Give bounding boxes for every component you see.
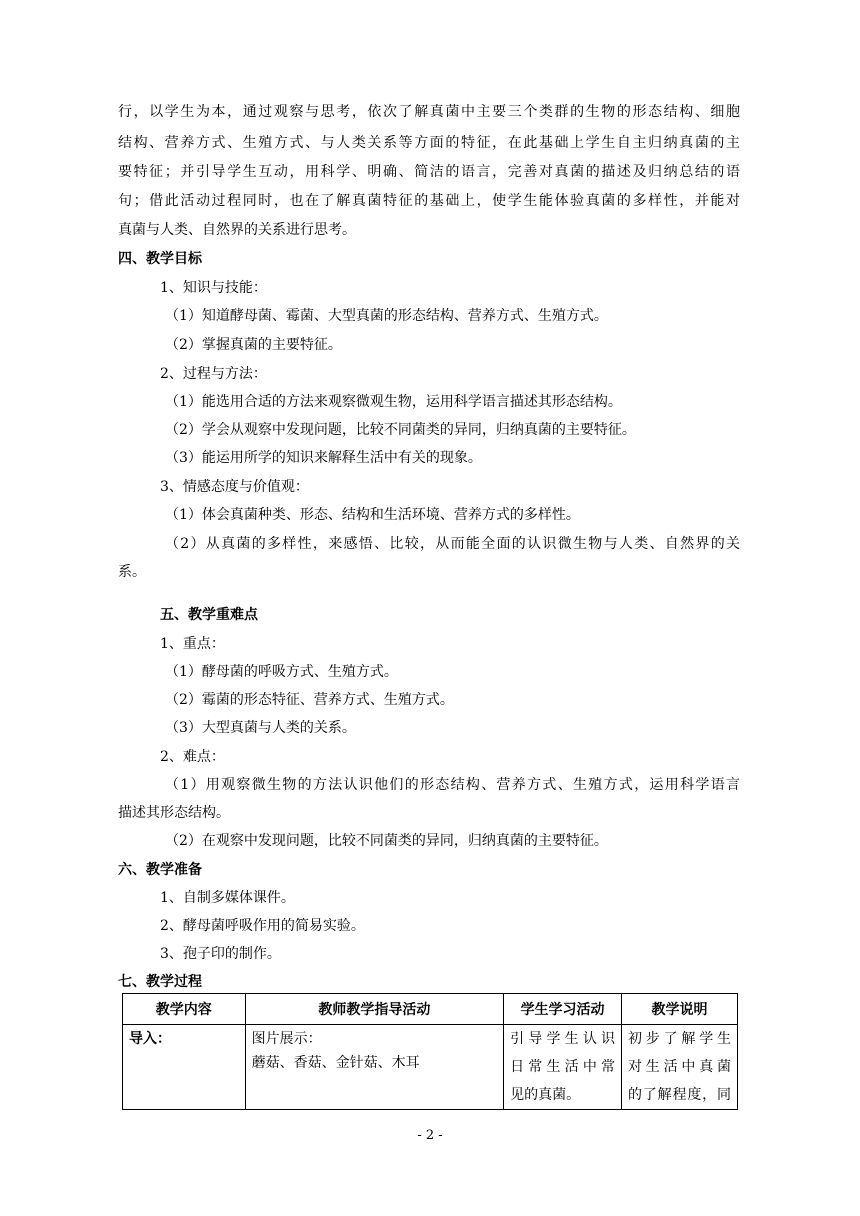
table-cell (123, 1025, 246, 1110)
cell-text: 的了解程度，同 (628, 1087, 731, 1103)
paragraph-line: 要特征；并引导学生互动，用科学、明确、简洁的语言，完善对真菌的描述及归纳总结的语 (118, 164, 740, 180)
subheading: 2、过程与方法： (160, 366, 267, 382)
column-header: 教学说明 (622, 994, 738, 1025)
subheading: 2、难点： (160, 749, 225, 765)
paragraph-line: 句；借此活动过程同时，也在了解真菌特征的基础上，使学生能体验真菌的多样性，并能对 (118, 193, 740, 209)
column-header: 教学内容 (123, 994, 246, 1025)
cell-text: 引导学生认识 (510, 1031, 615, 1047)
list-item: 3、孢子印的制作。 (160, 946, 281, 962)
teaching-process-table (122, 993, 738, 1110)
subheading: 1、重点： (160, 636, 225, 652)
list-item: （1）知道酵母菌、霉菌、大型真菌的形态结构、营养方式、生殖方式。 (165, 308, 608, 324)
table-header-row (123, 994, 738, 1025)
list-item: （2）霉菌的形态特征、营养方式、生殖方式。 (165, 692, 454, 708)
list-item: （2）学会从观察中发现问题，比较不同菌类的异同，归纳真菌的主要特征。 (165, 422, 636, 438)
list-item: （1）体会真菌种类、形态、结构和生活环境、营养方式的多样性。 (165, 507, 580, 523)
cell-text: 日常生活中常 (510, 1059, 615, 1075)
subheading: 3、情感态度与价值观： (160, 479, 309, 495)
list-item-continuation: 描述其形态结构。 (118, 805, 230, 821)
section-heading-process: 七、教学过程 (118, 974, 202, 990)
list-item: 1、自制多媒体课件。 (160, 890, 295, 906)
section-heading-objectives: 四、教学目标 (118, 251, 202, 267)
cell-text: 见的真菌。 (510, 1087, 581, 1103)
list-item: 2、酵母菌呼吸作用的简易实验。 (160, 918, 365, 934)
cell-text: 蘑菇、香菇、金针菇、木耳 (251, 1055, 420, 1071)
paragraph-line: 行，以学生为本，通过观察与思考，依次了解真菌中主要三个类群的生物的形态结构、细胞 (118, 104, 740, 120)
list-item: （2）从真菌的多样性，来感悟、比较，从而能全面的认识微生物与人类、自然界的关 (165, 536, 740, 552)
paragraph-line: 结构、营养方式、生殖方式、与人类关系等方面的特征，在此基础上学生自主归纳真菌的主 (118, 135, 740, 151)
column-header: 教师教学指导活动 (245, 994, 504, 1025)
list-item: （3）能运用所学的知识来解释生活中有关的现象。 (165, 450, 482, 466)
table-cell (504, 1025, 622, 1110)
subheading: 1、知识与技能： (160, 280, 267, 296)
cell-text: 图片展示： (251, 1031, 322, 1047)
list-item: （1）用观察微生物的方法认识他们的形态结构、营养方式、生殖方式，运用科学语言 (165, 777, 740, 793)
cell-text: 导入： (129, 1031, 171, 1047)
section-heading-preparation: 六、教学准备 (118, 862, 202, 878)
paragraph-line: 真菌与人类、自然界的关系进行思考。 (118, 222, 356, 238)
table-row (123, 1025, 738, 1110)
list-item: （2）掌握真菌的主要特征。 (165, 337, 342, 353)
list-item-continuation: 系。 (118, 564, 146, 580)
page-number: - 2 - (417, 1128, 443, 1143)
column-header: 学生学习活动 (504, 994, 622, 1025)
list-item: （3）大型真菌与人类的关系。 (165, 720, 356, 736)
cell-text: 初步了解学生 (628, 1031, 731, 1047)
list-item: （1）能选用合适的方法来观察微观生物，运用科学语言描述其形态结构。 (165, 394, 622, 410)
table-cell (622, 1025, 738, 1110)
cell-text: 对生活中真菌 (628, 1059, 731, 1075)
list-item: （2）在观察中发现问题，比较不同菌类的异同，归纳真菌的主要特征。 (165, 833, 608, 849)
table-cell (245, 1025, 504, 1110)
list-item: （1）酵母菌的呼吸方式、生殖方式。 (165, 664, 398, 680)
section-heading-key-points: 五、教学重难点 (160, 607, 258, 623)
